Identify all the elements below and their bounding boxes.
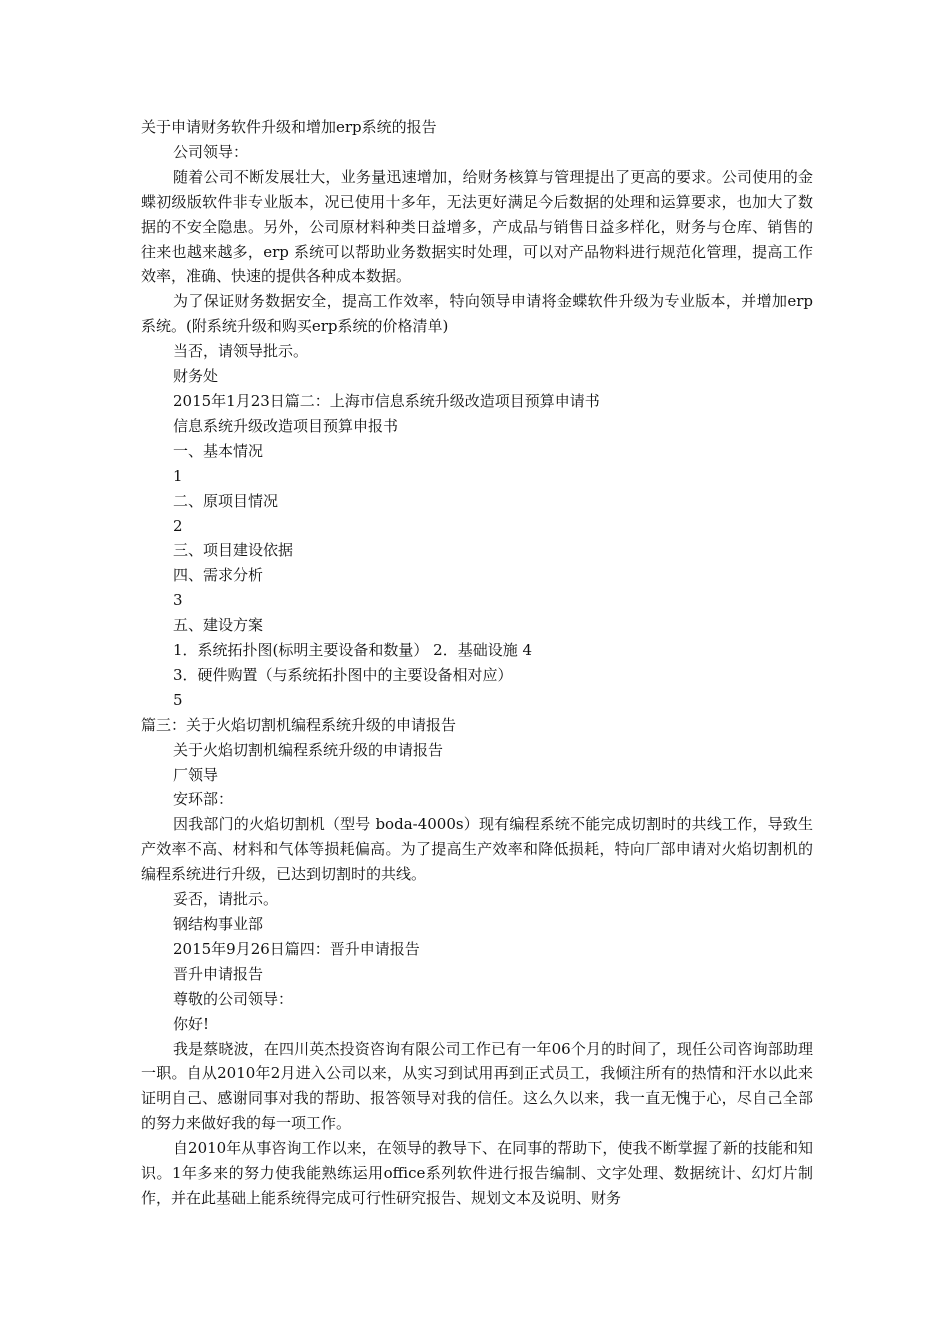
- body-paragraph-3: 因我部门的火焰切割机（型号 boda-4000s）现有编程系统不能完成切割时的共线工作，导致生产效率不高、材料和气体等损耗偏高。为了提高生产效率和降低损耗，特向厂部申请对火焰切割机的编程系统进行升级，已达到切割时的共线。: [141, 815, 813, 884]
- report-title-3: 关于火焰切割机编程系统升级的申请报告: [173, 740, 444, 759]
- toc-item: 五、建设方案: [173, 616, 264, 635]
- body-paragraph-1: 随着公司不断发展壮大，业务量迅速增加，给财务核算与管理提出了更高的要求。公司使用的金蝶初级版软件非专业版本，况已使用十多年，无法更好满足今后数据的处理和运算要求，也加大了数据的不安全隐患。另外，公司原材料种类日益增多，产成品与销售日益多样化，财务与仓库、销售的往来也越来越多，erp 系统可以帮助业务数据实时处理，可以对产品物料进行规范化管理，提高工作效率，准确、快速的提供各种成本数据。: [141, 167, 813, 286]
- report-title-4: 晋升申请报告: [173, 964, 264, 983]
- salutation-3a: 厂领导: [173, 765, 219, 784]
- salutation-3b: 安环部：: [173, 790, 234, 809]
- greeting-4: 你好!: [173, 1014, 210, 1033]
- body-paragraph-5: 自2010年从事咨询工作以来，在领导的教导下、在同事的帮助下，使我不断掌握了新的技能和知识。1年多来的努力使我能熟练运用office系列软件进行报告编制、文字处理、数据统计、幻灯片制作，并在此基础上能系统得完成可行性研究报告、规划文本及说明、财务: [141, 1139, 813, 1207]
- closing-3: 妥否，请批示。: [173, 890, 279, 909]
- toc-item: 三、项目建设依据: [173, 541, 294, 560]
- toc-item: 二、原项目情况: [173, 491, 279, 510]
- closing-1: 当否，请领导批示。: [173, 342, 309, 361]
- toc-page-number: 5: [173, 690, 183, 709]
- toc-item: 四、需求分析: [173, 566, 264, 585]
- toc-page-number: 3: [173, 591, 183, 610]
- salutation-1: 公司领导：: [173, 142, 249, 161]
- toc-item: 1．系统拓扑图(标明主要设备和数量） 2．基础设施 4: [173, 641, 533, 660]
- document-page: [141, 115, 813, 1211]
- toc-page-number: 1: [173, 466, 183, 485]
- section-heading-3: 篇三：关于火焰切割机编程系统升级的申请报告: [141, 715, 457, 734]
- report-title-2: 信息系统升级改造项目预算申报书: [173, 416, 399, 435]
- signature-3: 钢结构事业部: [173, 915, 264, 933]
- toc-item: 一、基本情况: [173, 441, 264, 460]
- body-paragraph-4: 我是蔡晓波，在四川英杰投资咨询有限公司工作已有一年06个月的时间了，现任公司咨询部助理一职。自从2010年2月进入公司以来，从实习到试用再到正式员工，我倾注所有的热情和汗水以此来证明自己、感谢同事对我的帮助、报答领导对我的信任。这么久以来，我一直无愧于心，尽自己全部的努力来做好我的每一项工作。: [141, 1039, 813, 1133]
- toc-page-number: 2: [173, 516, 183, 535]
- date-line-1: 2015年1月23日篇二：上海市信息系统升级改造项目预算申请书: [173, 391, 600, 410]
- signature-1: 财务处: [173, 367, 219, 386]
- toc-item: 3．硬件购置（与系统拓扑图中的主要设备相对应）: [173, 665, 513, 684]
- date-line-3: 2015年9月26日篇四：晋升申请报告: [173, 939, 420, 958]
- salutation-4: 尊敬的公司领导：: [173, 989, 294, 1008]
- report-title-1: 关于申请财务软件升级和增加erp系统的报告: [141, 118, 437, 136]
- body-paragraph-2: 为了保证财务数据安全，提高工作效率，特向领导申请将金蝶软件升级为专业版本，并增加erp系统。(附系统升级和购买erp系统的价格清单): [141, 292, 813, 336]
